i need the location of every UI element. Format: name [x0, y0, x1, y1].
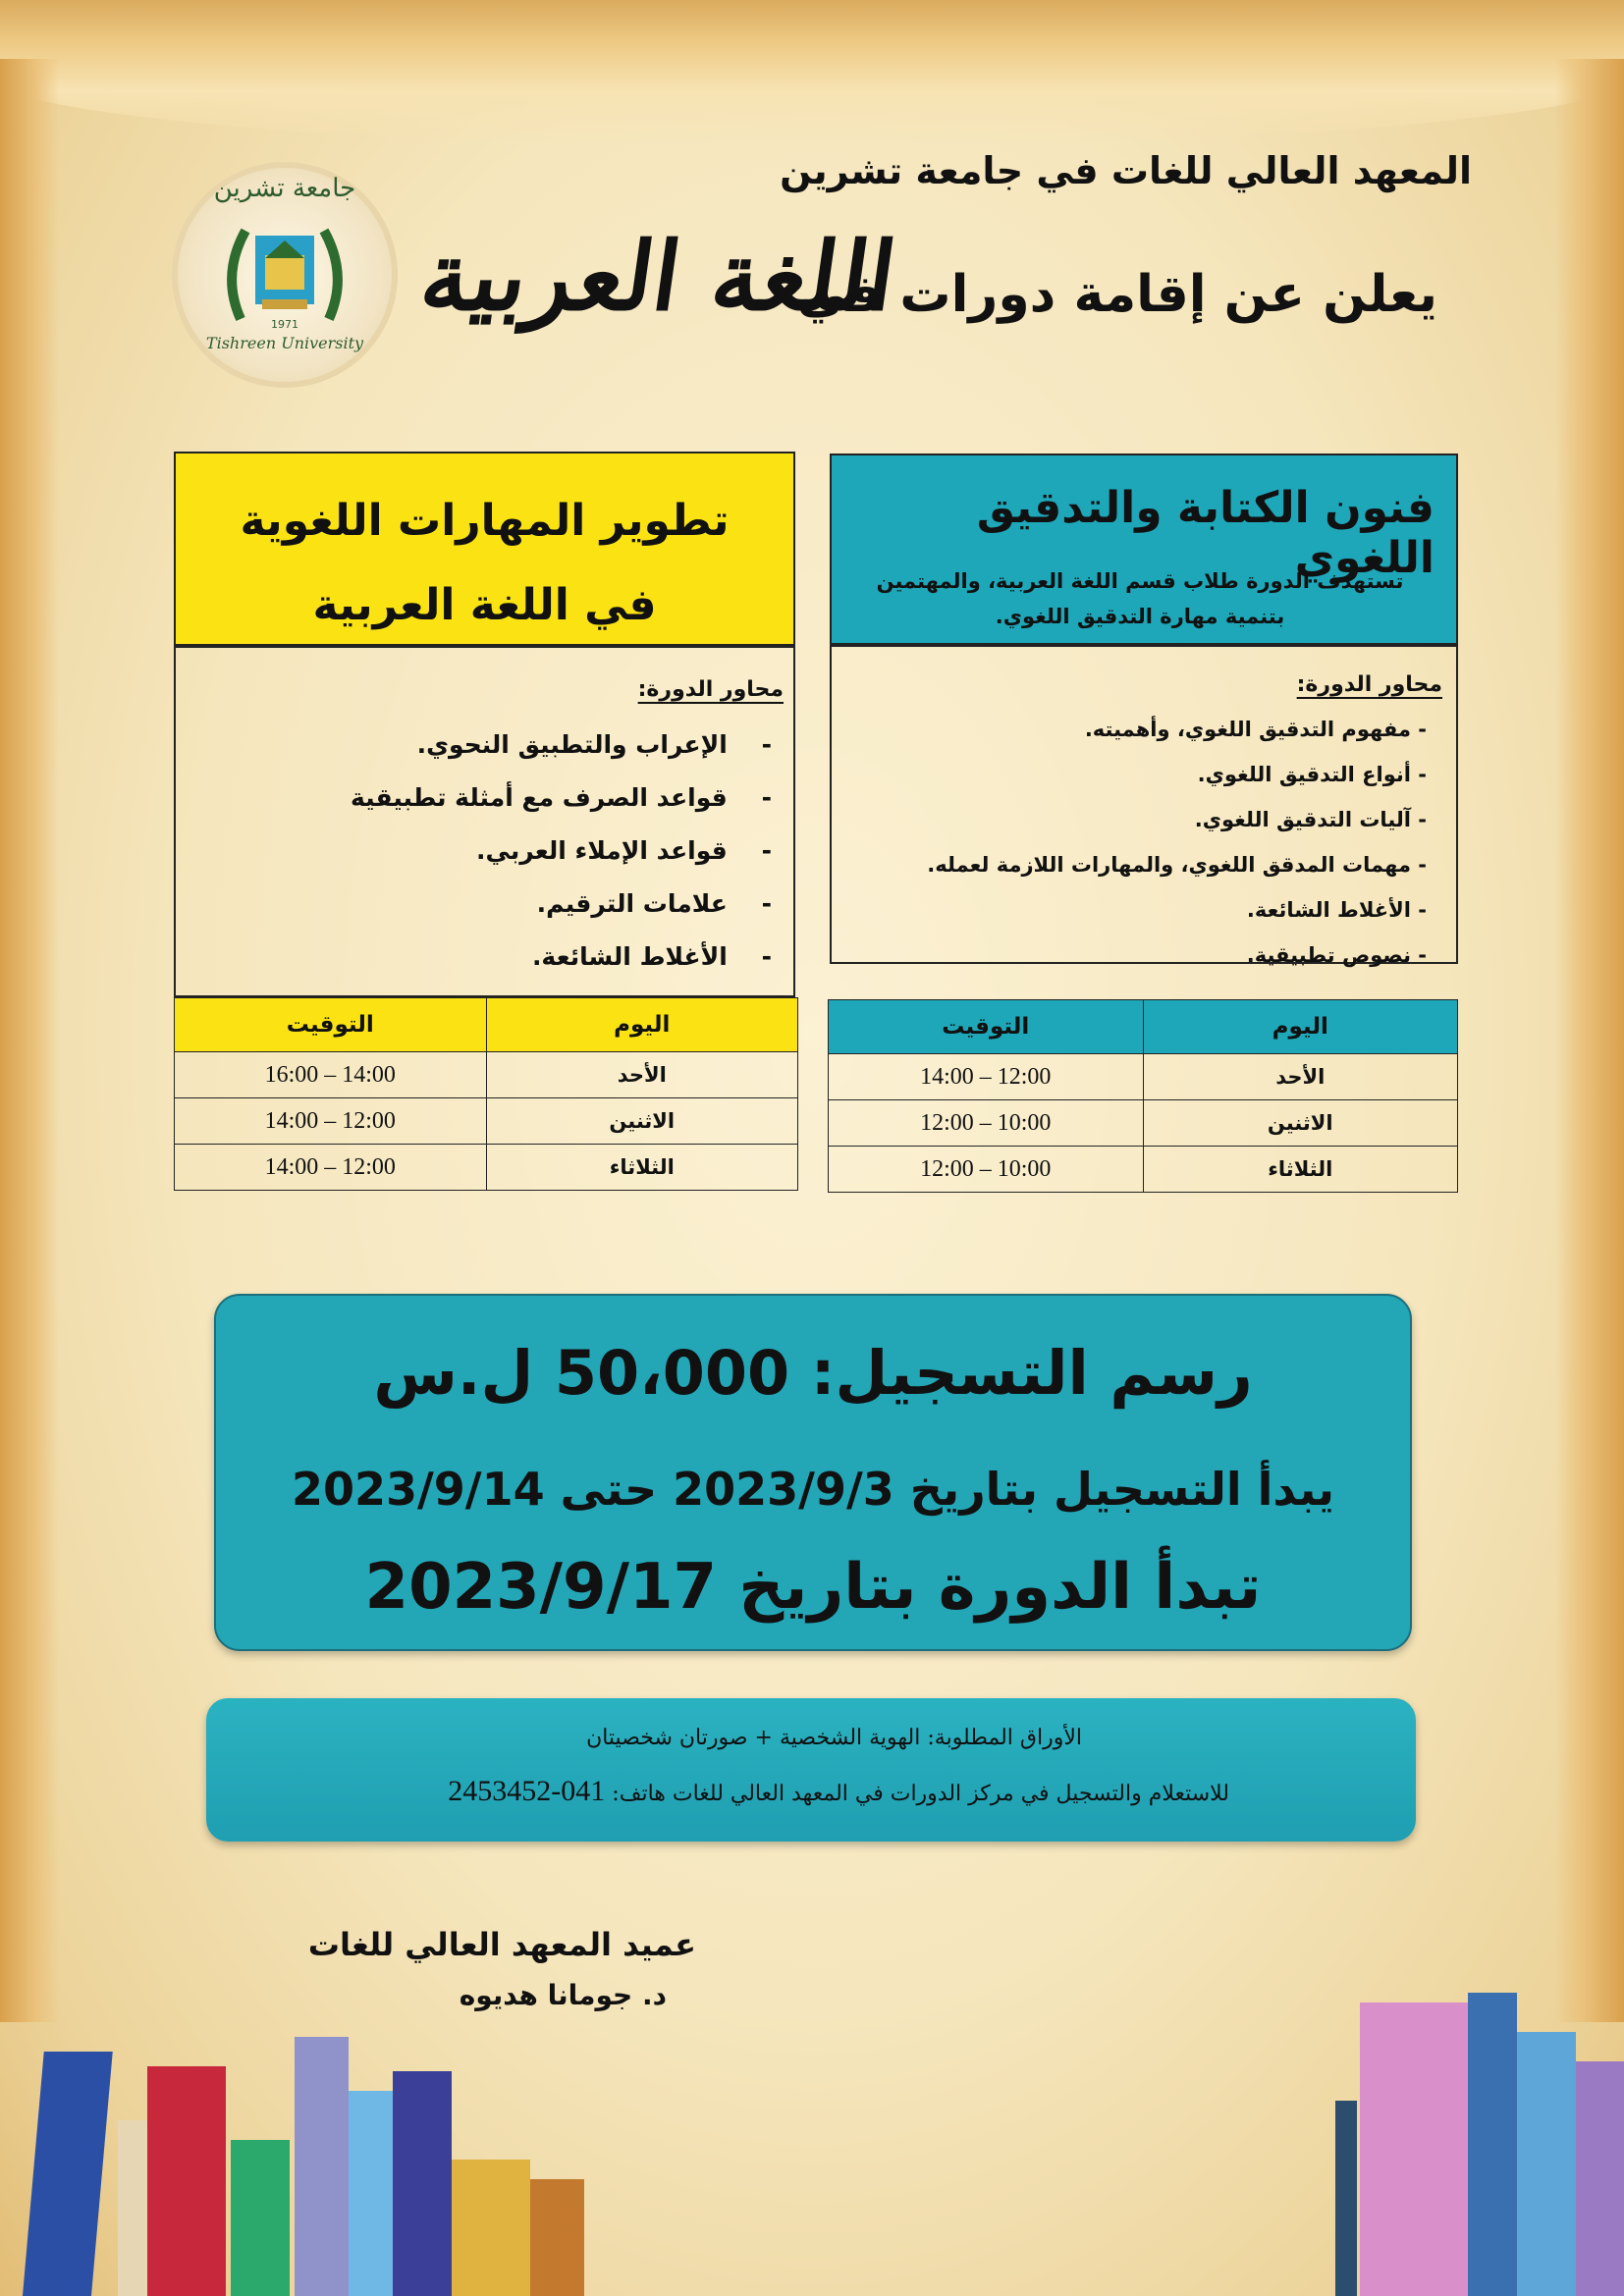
day-cell: الثلاثاء [486, 1145, 798, 1191]
logo-arabic-text: جامعة تشرين [213, 174, 356, 203]
registration-dates: يبدأ التسجيل بتاريخ 2023/9/3 حتى 2023/9/14 [291, 1463, 1335, 1516]
list-item: - الأغلاط الشائعة. [1246, 898, 1427, 922]
time-header: التوقيت [829, 1000, 1144, 1054]
time-cell: 12:00 – 14:00 [175, 1098, 487, 1145]
day-header: اليوم [1143, 1000, 1458, 1054]
university-logo [172, 162, 398, 388]
table-header-row [175, 998, 798, 1052]
scroll-left-edge [0, 59, 59, 2022]
course-axes-box [174, 646, 795, 997]
documents-panel [206, 1698, 1416, 1842]
registration-panel [214, 1294, 1412, 1651]
phone-number: 041-2453452 [448, 1775, 606, 1807]
schedule-table-left [174, 997, 798, 1191]
time-cell: 14:00 – 16:00 [175, 1052, 487, 1098]
books-decoration-icon [0, 1993, 1624, 2296]
day-cell: الأحد [486, 1052, 798, 1098]
day-cell: الثلاثاء [1143, 1147, 1458, 1193]
arabic-language-calligraphy: اللغة العربية [414, 221, 903, 332]
course-axes-box [830, 645, 1458, 967]
course-title [176, 479, 793, 648]
dean-name: د. جومانا هديوه [459, 1979, 667, 2011]
logo-english-text: Tishreen University [205, 334, 364, 352]
time-cell: 10:00 – 12:00 [829, 1147, 1144, 1193]
day-header: اليوم [486, 998, 798, 1052]
course-description: تستهدف الدورة طلاب قسم اللغة العربية، والمهتمين بتنمية مهارة التدقيق اللغوي. [876, 569, 1404, 628]
list-item: - نصوص تطبيقية. [1246, 943, 1427, 967]
course-title-line1: تطوير المهارات اللغوية [240, 496, 730, 546]
table-row [829, 1100, 1458, 1147]
scroll-right-edge [1555, 59, 1624, 2022]
time-cell: 12:00 – 14:00 [175, 1145, 487, 1191]
list-item: - مفهوم التدقيق اللغوي، وأهميته. [1084, 718, 1427, 741]
list-item: - الأغلاط الشائعة. [531, 942, 772, 971]
institute-heading: المعهد العالي للغات في جامعة تشرين [780, 149, 1472, 192]
day-cell: الأحد [1143, 1054, 1458, 1100]
schedule-table-right [828, 999, 1458, 1193]
table-row [175, 1145, 798, 1191]
logo-year: 1971 [271, 318, 298, 331]
time-header: التوقيت [175, 998, 487, 1052]
list-item: - مهمات المدقق اللغوي، والمهارات اللازمة لعمله. [927, 853, 1427, 877]
registration-fee: رسم التسجيل: 50،000 ل.س [373, 1337, 1253, 1409]
table-row [175, 1098, 798, 1145]
course-start-date: تبدأ الدورة بتاريخ 2023/9/17 [364, 1551, 1262, 1624]
table-row [175, 1052, 798, 1098]
list-item: - قواعد الصرف مع أمثلة تطبيقية [350, 783, 772, 812]
axes-list [202, 730, 772, 995]
day-cell: الاثنين [1143, 1100, 1458, 1147]
inquiry-text: للاستعلام والتسجيل في مركز الدورات في المعهد العالي للغات هاتف: [612, 1782, 1229, 1806]
course-title-box [830, 454, 1458, 645]
axes-list [847, 718, 1427, 988]
list-item: - علامات الترقيم. [536, 889, 772, 918]
course-title: فنون الكتابة والتدقيق اللغوي [976, 483, 1435, 583]
announcement-heading: يعلن عن إقامة دورات في [796, 265, 1437, 324]
list-item: - الإعراب والتطبيق النحوي. [416, 730, 772, 759]
table-row [829, 1054, 1458, 1100]
required-documents: الأوراق المطلوبة: الهوية الشخصية + صورتان شخصيتان [586, 1726, 1082, 1750]
time-cell: 12:00 – 14:00 [829, 1054, 1144, 1100]
scroll-top-roll [0, 0, 1624, 147]
course-title-box [174, 452, 795, 646]
table-header-row [829, 1000, 1458, 1054]
time-cell: 10:00 – 12:00 [829, 1100, 1144, 1147]
axes-label: محاور الدورة: [637, 677, 784, 702]
list-item: - قواعد الإملاء العربي. [476, 836, 772, 865]
axes-label: محاور الدورة: [1296, 672, 1442, 697]
list-item: - آليات التدقيق اللغوي. [1194, 808, 1427, 831]
day-cell: الاثنين [486, 1098, 798, 1145]
dean-title: عميد المعهد العالي للغات [307, 1926, 696, 1963]
list-item: - أنواع التدقيق اللغوي. [1197, 763, 1427, 786]
table-row [829, 1147, 1458, 1193]
course-title-line2: في اللغة العربية [312, 580, 657, 630]
inquiry-line [448, 1775, 1229, 1808]
